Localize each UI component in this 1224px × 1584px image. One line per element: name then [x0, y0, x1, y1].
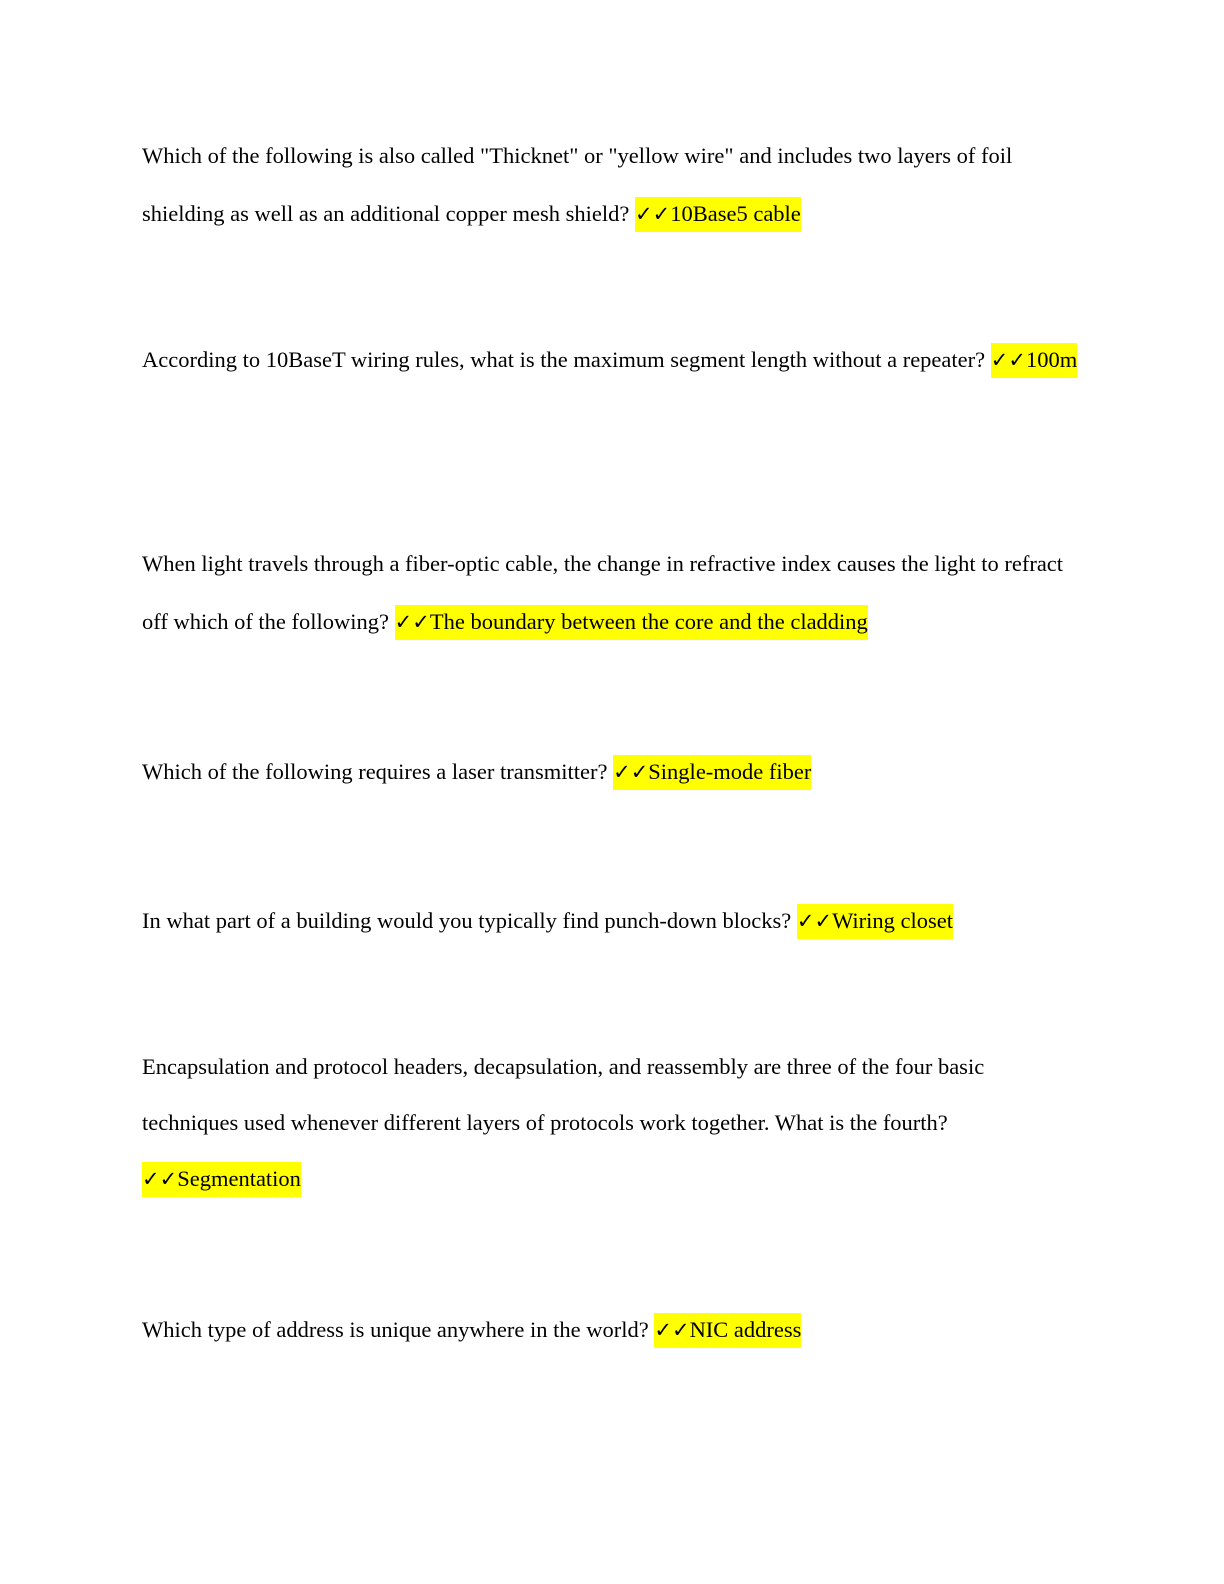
answer-text: 100m: [1025, 347, 1078, 372]
double-check-icon: ✓✓: [654, 1318, 690, 1342]
answer-highlight: [395, 605, 868, 640]
answer-highlight: [797, 904, 953, 939]
double-check-icon: ✓✓: [990, 348, 1026, 372]
answer-highlight: [635, 197, 801, 232]
qa-item-5: [142, 892, 1082, 950]
answer-text: NIC address: [689, 1317, 802, 1342]
answer-highlight: [991, 343, 1077, 378]
double-check-icon: ✓✓: [142, 1167, 178, 1191]
answer-text: Segmentation: [177, 1166, 301, 1191]
answer-highlight: [654, 1313, 801, 1348]
double-check-icon: ✓✓: [635, 202, 671, 226]
answer-text: 10Base5 cable: [670, 201, 801, 226]
question-text: When light travels through a fiber-optic cable, the change in refractive index causes the light to refract off which of the following?: [142, 551, 1064, 634]
answer-text: Wiring closet: [832, 908, 954, 933]
question-text: In what part of a building would you typically find punch-down blocks?: [142, 908, 792, 933]
qa-item-1: [142, 127, 1082, 243]
qa-item-6: [142, 1039, 1082, 1207]
double-check-icon: ✓✓: [394, 610, 430, 634]
answer-highlight: [613, 755, 811, 790]
qa-item-7: [142, 1301, 1082, 1359]
answer-text: The boundary between the core and the cladding: [429, 609, 868, 634]
question-text: Which type of address is unique anywhere in the world?: [142, 1317, 649, 1342]
question-text: Which of the following requires a laser transmitter?: [142, 759, 608, 784]
double-check-icon: ✓✓: [796, 909, 833, 933]
qa-item-2: [142, 331, 1082, 389]
answer-highlight: [142, 1162, 301, 1197]
question-text: Which of the following is also called "Thicknet" or "yellow wire" and includes two layers of foil shielding as well as an additional copper mesh shield?: [142, 143, 1013, 226]
qa-item-4: [142, 743, 1082, 801]
qa-item-3: [142, 535, 1082, 651]
double-check-icon: ✓✓: [613, 760, 649, 784]
question-text: Encapsulation and protocol headers, decapsulation, and reassembly are three of the four basic techniques used whenever different layers of protocols work together. What is the fourth?: [142, 1054, 985, 1135]
answer-text: Single-mode fiber: [648, 759, 812, 784]
question-text: According to 10BaseT wiring rules, what is the maximum segment length without a repeater?: [142, 347, 986, 372]
